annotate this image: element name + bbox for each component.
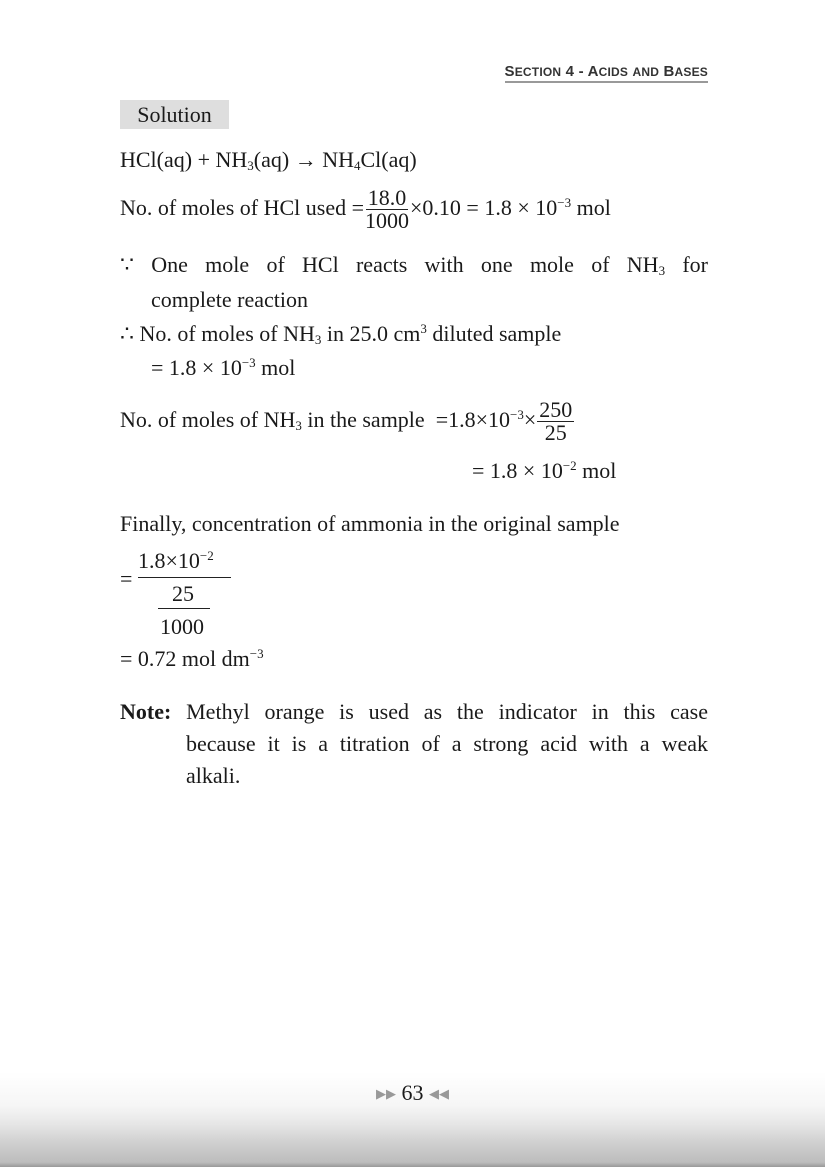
double-right-arrow-icon: ▶▶ [376, 1086, 396, 1101]
therefore-line: ∴ No. of moles of $NH_3$ in 25.0 $cm^3$ diluted sample [120, 321, 562, 347]
solution-label: Solution [120, 100, 229, 129]
sample-moles-line: No. of moles of $NH_3$ in the sample $=1.8\times 10^{-3}\times$ $\frac{250}{25}$ [120, 397, 573, 446]
note-line-1: Note: Methyl orange is used as the indicator in this case [120, 699, 708, 724]
conc-den-25: 25 [172, 581, 194, 606]
note-line-2: because it is a titration of a strong acid with a weak [186, 731, 708, 756]
note-line-3: alkali. [186, 763, 241, 788]
sub-fraction-bar [158, 608, 210, 609]
page-number-row [0, 1080, 825, 1106]
page-number: 63 [401, 1080, 424, 1105]
main-fraction-bar [138, 577, 231, 578]
reaction-equation: $HCl(aq) + NH_3(aq) \to NH_4Cl(aq)$ [120, 147, 417, 173]
double-left-arrow-icon: ◀◀ [429, 1086, 449, 1101]
equals-sign: = [120, 566, 133, 591]
because-line: ∵ One mole of HCl reacts with one mole of $NH_3$ for [120, 252, 708, 278]
because-cont: complete reaction [151, 287, 308, 312]
section-header: SECTION 4 - ACIDS AND BASES [505, 63, 709, 83]
moles-hcl-line: No. of moles of HCl used = $\frac{18.0}{1000}$ $\times 0.10 = 1.8 \times 10^{-3}$ mol [120, 185, 611, 234]
therefore-result: = $1.8 \times 10^{-3}$ mol [151, 355, 296, 380]
conc-den-1000: 1000 [160, 614, 204, 639]
conc-numerator: $1.8\times 10^{-2}$ [138, 548, 214, 573]
finally-line: Finally, concentration of ammonia in the original sample [120, 511, 620, 536]
concentration-result: = 0.72 mol $dm^{-3}$ [120, 646, 264, 671]
sample-moles-result: = $1.8 \times 10^{-2}$ mol [472, 458, 617, 483]
